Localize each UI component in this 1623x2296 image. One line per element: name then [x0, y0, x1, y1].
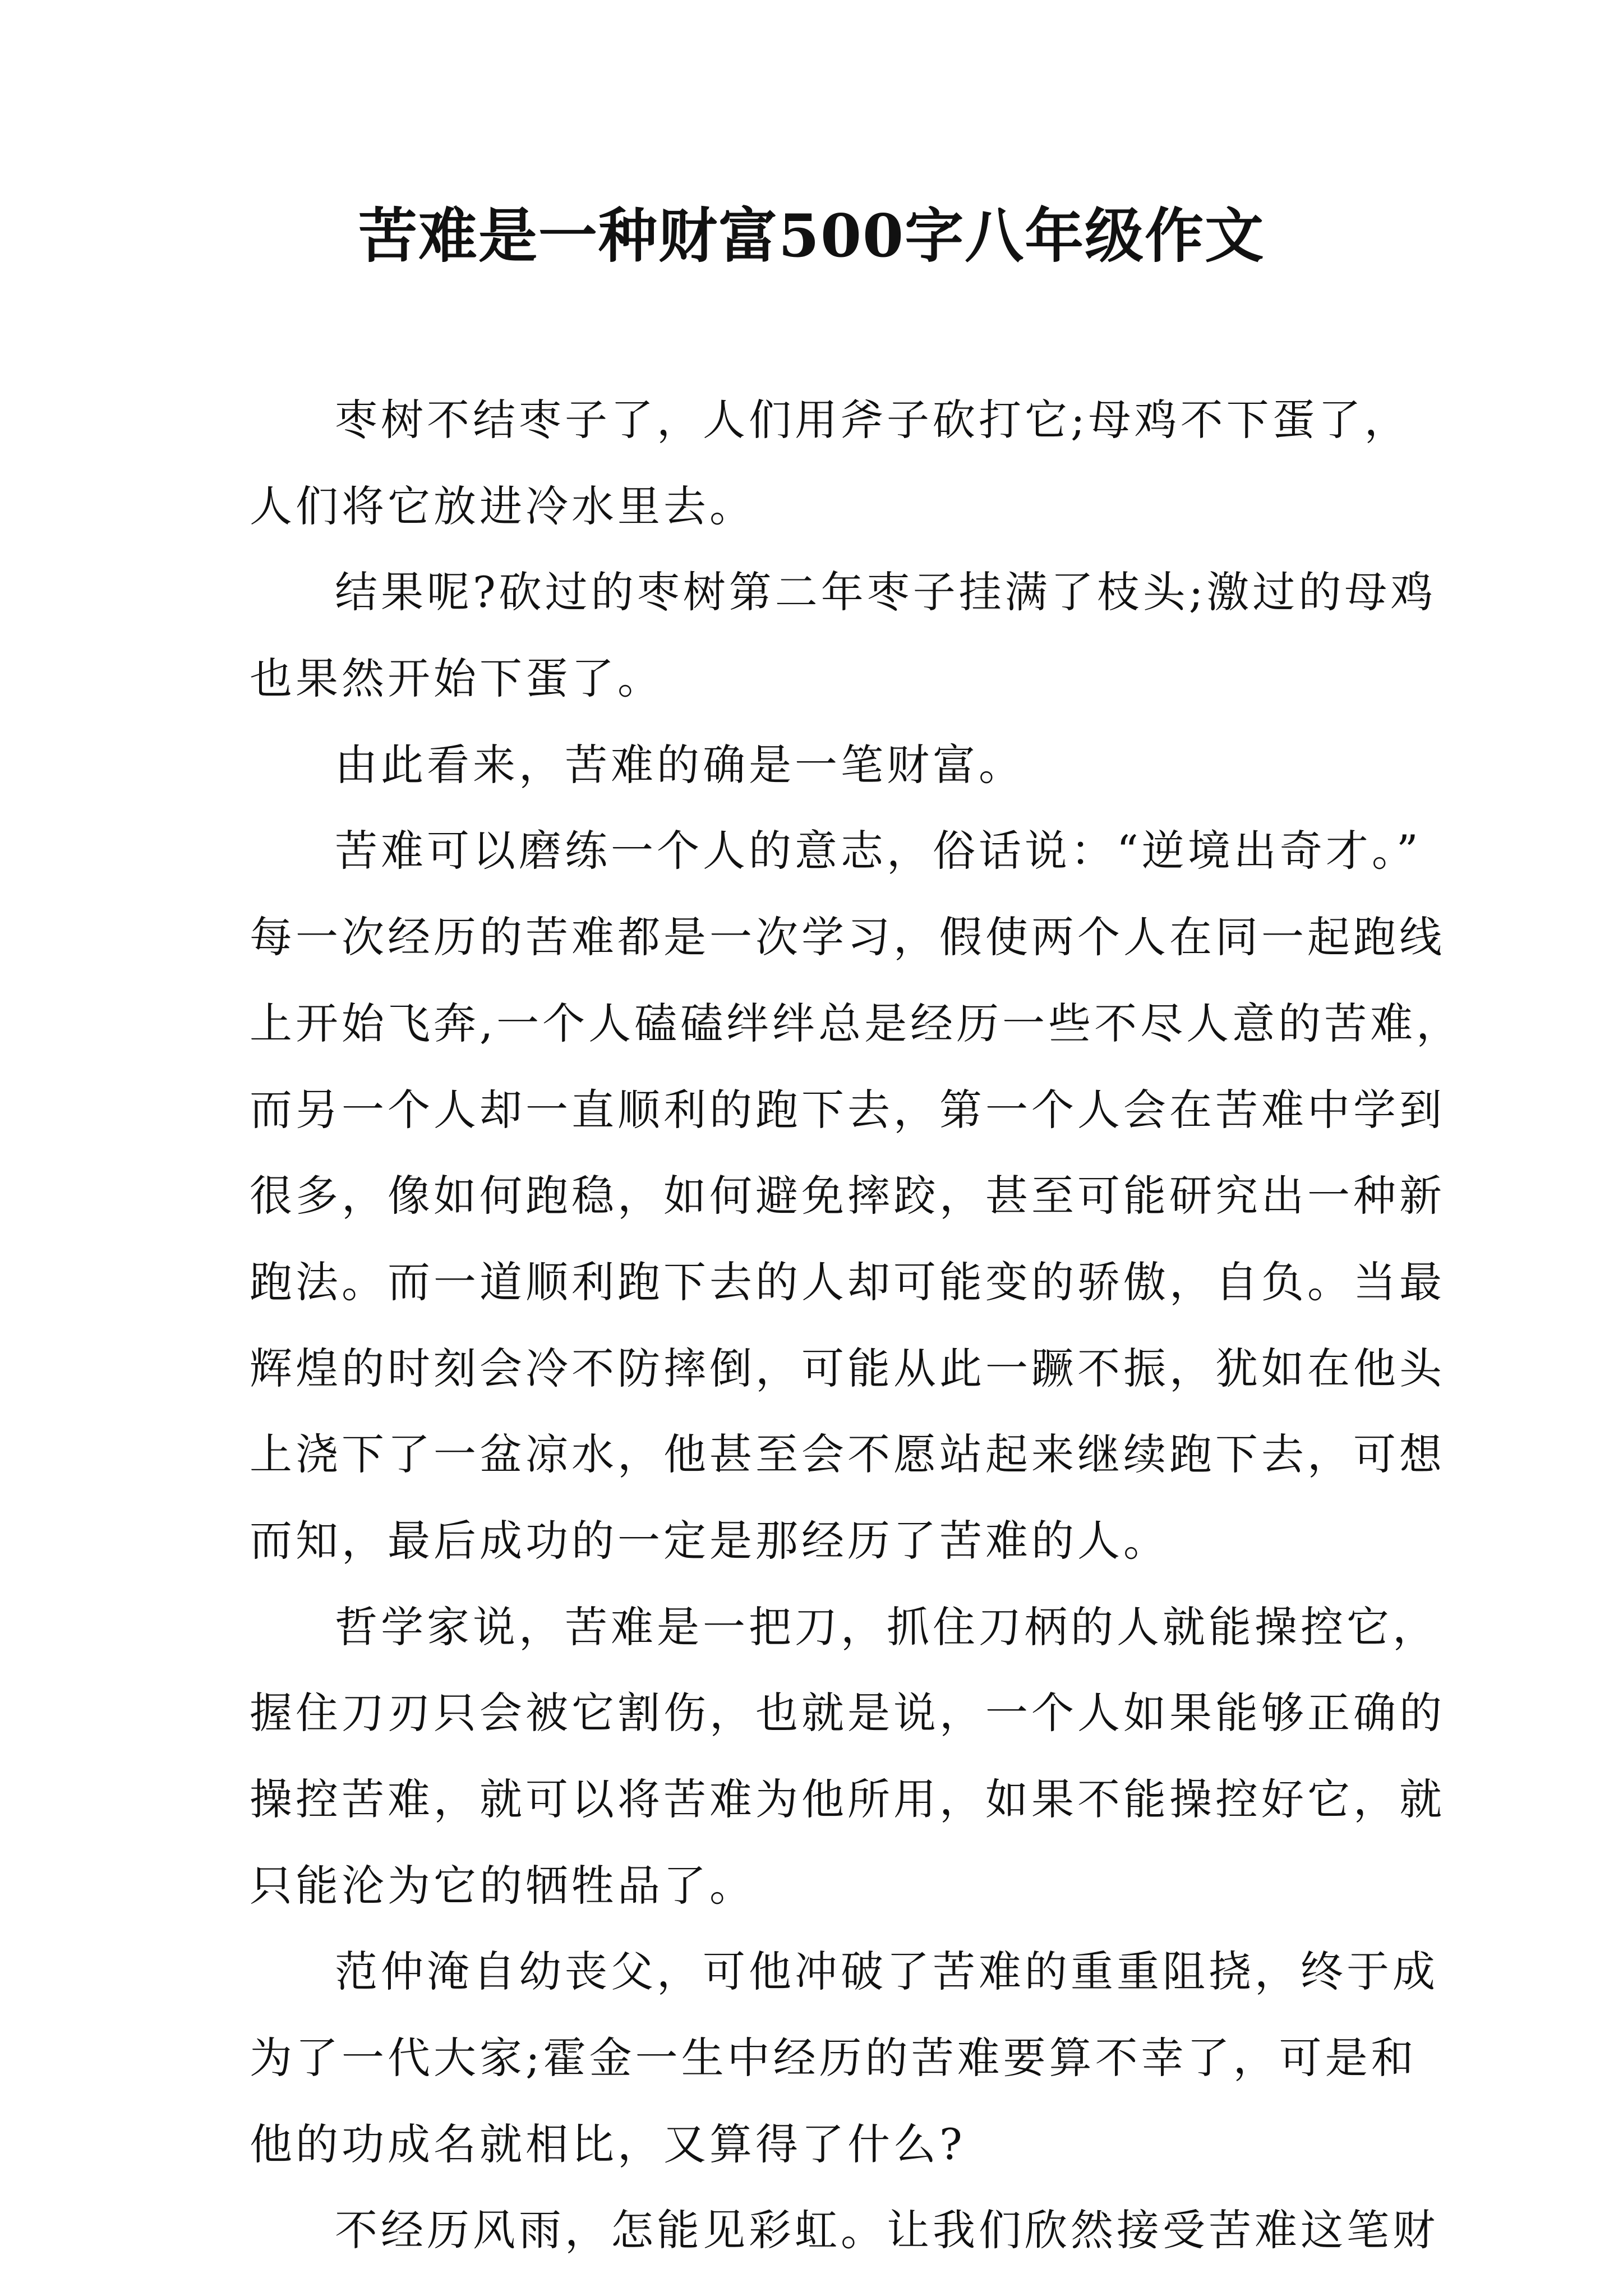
text-line: 也果然开始下蛋了。 [250, 654, 663, 704]
text-line: 为了一代大家;霍金一生中经历的苦难要算不幸了，可是和 [250, 2033, 1417, 2083]
text-line: 结果呢?砍过的枣树第二年枣子挂满了枝头;激过的母鸡 [335, 567, 1437, 618]
text-line: 枣树不结枣子了，人们用斧子砍打它;母鸡不下蛋了， [335, 395, 1410, 445]
text-line: 上浇下了一盆凉水，他甚至会不愿站起来继续跑下去，可想 [250, 1429, 1445, 1480]
text-line: 哲学家说，苦难是一把刀，抓住刀柄的人就能操控它， [335, 1602, 1438, 1652]
text-line: 跑法。而一道顺利跑下去的人却可能变的骄傲，自负。当最 [250, 1257, 1445, 1307]
text-line: 辉煌的时刻会冷不防摔倒，可能从此一蹶不振，犹如在他头 [250, 1343, 1445, 1393]
text-line: 而知，最后成功的一定是那经历了苦难的人。 [250, 1515, 1169, 1566]
text-line: 范仲淹自幼丧父，可他冲破了苦难的重重阻挠，终于成 [335, 1947, 1438, 1997]
text-line: 他的功成名就相比，又算得了什么? [250, 2119, 966, 2169]
text-line: 而另一个人却一直顺利的跑下去，第一个人会在苦难中学到 [250, 1084, 1445, 1135]
text-line: 由此看来，苦难的确是一笔财富。 [335, 739, 1025, 790]
text-line: 握住刀刃只会被它割伤，也就是说，一个人如果能够正确的 [250, 1688, 1445, 1738]
text-line: 很多，像如何跑稳，如何避免摔跤，甚至可能研究出一种新 [250, 1171, 1445, 1221]
document-title: 苦难是一种财富500字八年级作文 [358, 201, 1265, 270]
text-line: 每一次经历的苦难都是一次学习，假使两个人在同一起跑线 [250, 912, 1445, 963]
text-line: 苦难可以磨练一个人的意志，俗话说：“逆境出奇才。” [335, 826, 1422, 876]
text-line: 操控苦难，就可以将苦难为他所用，如果不能操控好它，就 [250, 1774, 1445, 1824]
text-line: 不经历风雨，怎能见彩虹。让我们欣然接受苦难这笔财 [335, 2205, 1438, 2256]
text-line: 只能沦为它的牺牲品了。 [250, 1860, 755, 1911]
text-line: 上开始飞奔,一个人磕磕绊绊总是经历一些不尽人意的苦难， [250, 998, 1463, 1048]
document-body [250, 377, 1463, 2274]
text-line: 人们将它放进冷水里去。 [250, 481, 755, 531]
